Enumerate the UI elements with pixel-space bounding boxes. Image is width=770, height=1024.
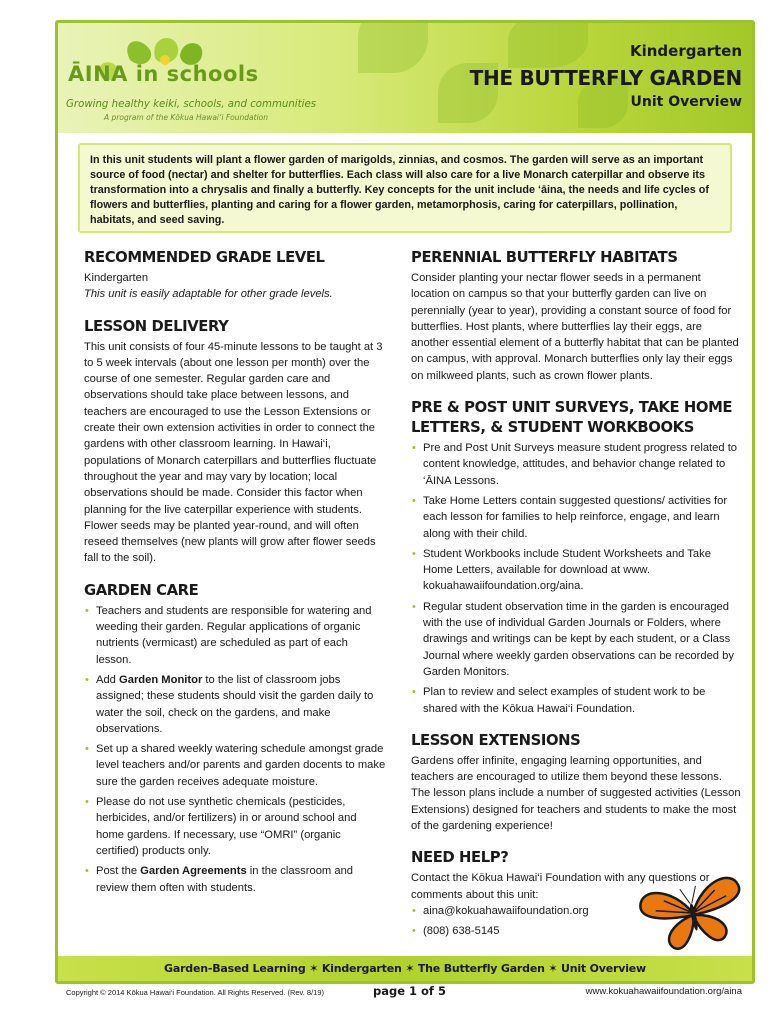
list-item: • Student Workbooks include Student Worksheets and Take Home Letters, available for download at www. kokuahawaiifoundation.org/aina. — [411, 546, 741, 595]
list-item: • Set up a shared weekly watering schedule amongst grade level teachers and/or parents and garden docents to make sure the garden receives adequate moisture. — [84, 741, 386, 790]
grade-level-heading: RECOMMENDED GRADE LEVEL — [84, 249, 325, 266]
email-link[interactable]: • aina@kokuahawaiifoundation.org — [411, 903, 741, 919]
grade-level-section — [84, 248, 386, 303]
website-link[interactable]: www.kokuahawaiifoundation.org/aina — [585, 986, 742, 997]
phone-number: • (808) 638-5145 — [411, 923, 741, 939]
list-item: • Add Garden Monitor to the list of classroom jobs assigned; these students should visit the garden daily to water the soil, check on the gardens, and make observations. — [84, 672, 386, 737]
grade-level-note: This unit is easily adaptable for other grade levels. — [84, 288, 333, 301]
copyright: Copyright © 2014 Kōkua Hawai‘i Foundation. All Rights Reserved. (Rev. 8/19) — [66, 988, 325, 997]
tagline-program: A program of the Kōkua Hawai‘i Foundation — [104, 113, 269, 122]
page-subtitle: Unit Overview — [630, 94, 742, 110]
list-item: • Regular student observation time in the garden is encouraged with the use of individual Garden Journals or Folders, where drawings and writings can be kept by each student, or a Class Journal where weekly garden observations can be recorded by Garden Monitors. — [411, 599, 741, 680]
lesson-delivery-section — [84, 317, 386, 567]
page-number: page 1 of 5 — [373, 984, 446, 998]
page-title: THE BUTTERFLY GARDEN — [469, 66, 742, 90]
logo-text: ĀINA in schools — [68, 62, 259, 86]
help-heading: NEED HELP? — [411, 849, 509, 867]
right-column — [411, 248, 741, 954]
surveys-heading: PRE & POST UNIT SURVEYS, TAKE HOME LETTERS, & STUDENT WORKBOOKS — [411, 399, 733, 437]
garden-care-list — [84, 603, 386, 896]
intro-box: In this unit students will plant a flower garden of marigolds, zinnias, and cosmos. The garden will serve as an important source of food (nectar) and shelter for butterflies. Each class will also care for a live Monarch caterpillar and observe its transformation into a chrysalis and finally a butterfly. Key concepts for the unit include ‘āina, the needs and life cycles of flowers and butterflies, planting and caring for a flower garden, metamorphosis, caring for caterpillars, pollination, habitats, and seed saving. — [78, 143, 732, 233]
grade-heading: Kindergarten — [629, 42, 742, 60]
list-item: • Please do not use synthetic chemicals (pesticides, herbicides, and/or fertilizers) in or around school and home gardens. If necessary, use “OMRI” (organic certified) products only. — [84, 794, 386, 859]
list-item: • Take Home Letters contain suggested questions/ activities for each lesson for families to help reinforce, engage, and learn along with their child. — [411, 493, 741, 542]
list-item: • Teachers and students are responsible for watering and weeding their garden. Regular applications of organic nutrients (vermicast) are scheduled as part of each lesson. — [84, 603, 386, 668]
garden-care-section — [84, 581, 386, 896]
habitats-text: Consider planting your nectar flower seeds in a permanent location on campus so that your butterfly garden can live on perennially (year to year), providing a constant source of food for butterflies. Host plants, where butterflies lay their eggs, are another essential element of a butterfly habitat that can be planted on campus, with approval. Monarch butterflies only lay their eggs on milkweed plants, such as crown flower plants. — [411, 272, 739, 382]
lesson-delivery-text: This unit consists of four 45-minute lessons to be taught at 3 to 5 week intervals (about one lesson per month) over the course of one semester. Regular garden care and observations should take place between lessons, and teachers are encouraged to use the Lesson Extensions or create their own extension activities in order to connect the gardens with other classroom learning. In Hawai‘i, populations of Monarch caterpillars and butterflies fluctuate throughout the year and may vary by location; local observations should be made. Consider this factor when planning for the live caterpillar experience with students. Flower seeds may be planted year-round, and will often reseed themselves (new plants will grow after flower seeds fall to the soil). — [84, 340, 383, 565]
surveys-section — [411, 398, 741, 717]
footer-band: Garden-Based Learning ✶ Kindergarten ✶ The Butterfly Garden ✶ Unit Overview — [58, 956, 752, 981]
tagline: Growing healthy keiki, schools, and communities — [66, 99, 317, 110]
habitats-heading: PERENNIAL BUTTERFLY HABITATS — [411, 249, 678, 266]
list-item: • Pre and Post Unit Surveys measure student progress related to content knowledge, attitudes, and behavior change related to ‘ĀINA Lessons. — [411, 440, 741, 489]
extensions-text: Gardens offer infinite, engaging learning opportunities, and teachers are encouraged to utilize them beyond these lessons. The lesson plans include a number of suggested activities (Lesson Extensions) designed for teachers and students to make the most of the gardening experience! — [411, 754, 741, 833]
habitats-section — [411, 248, 741, 384]
lesson-delivery-heading: LESSON DELIVERY — [84, 317, 229, 335]
list-item: • Post the Garden Agreements in the classroom and review them often with students. — [84, 863, 386, 896]
list-item: • Plan to review and select examples of student work to be shared with the Kōkua Hawai‘i Foundation. — [411, 684, 741, 717]
extensions-section — [411, 731, 741, 834]
extensions-heading: LESSON EXTENSIONS — [411, 731, 581, 749]
left-column — [84, 248, 386, 910]
garden-care-heading: GARDEN CARE — [84, 581, 199, 599]
help-text: Contact the Kōkua Hawai‘i Foundation with any questions or comments about this unit: — [411, 872, 710, 901]
surveys-list — [411, 440, 741, 717]
grade-level-text: Kindergarten — [84, 272, 149, 284]
monarch-butterfly-icon — [637, 873, 749, 953]
